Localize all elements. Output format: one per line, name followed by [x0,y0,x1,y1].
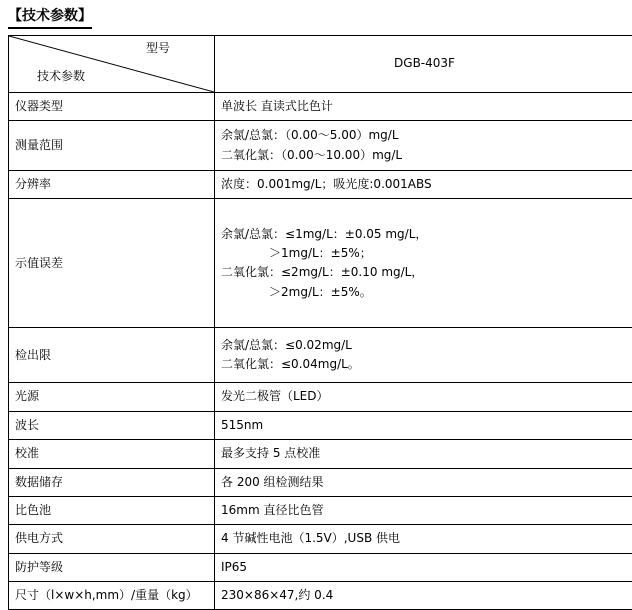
row-value-line: 余氯/总氯：≤1mg/L：±0.05 mg/L， [221,225,628,244]
row-label: 供电方式 [9,525,215,553]
table-row [9,92,632,120]
row-label: 分辨率 [9,170,215,198]
table-row [9,411,632,439]
table-row [9,582,632,610]
row-value: 4 节碱性电池（1.5V）,USB 供电 [215,525,632,553]
row-value-line: 余氯/总氯：≤0.02mg/L [221,336,628,355]
row-value [215,199,632,328]
row-value-line: 余氯/总氯：（0.00～5.00）mg/L [221,126,628,145]
row-value-line: 二氧化氯：≤0.04mg/L。 [221,355,628,374]
row-label: 检出限 [9,328,215,383]
row-value: 各 200 组检测结果 [215,468,632,496]
row-label: 波长 [9,411,215,439]
row-value [215,121,632,171]
row-label: 示值误差 [9,199,215,328]
row-value: 单波长 直读式比色计 [215,92,632,120]
table-row [9,525,632,553]
row-label: 校准 [9,440,215,468]
table-row [9,328,632,383]
table-row [9,440,632,468]
table-header-row [9,35,632,92]
table-row [9,553,632,581]
header-diagonal-cell [9,35,215,92]
table-row [9,170,632,198]
page-title: 【技术参数】 [8,8,92,29]
row-value: 最多支持 5 点校准 [215,440,632,468]
row-value: 浓度：0.001mg/L；吸光度:0.001ABS [215,170,632,198]
row-value: IP65 [215,553,632,581]
row-value: 515nm [215,411,632,439]
row-label: 尺寸（l×w×h,mm）/重量（kg） [9,582,215,610]
header-param-label: 技术参数 [37,68,85,85]
row-value-line: ＞2mg/L：±5%。 [221,283,628,302]
row-value-line: 二氧化氯：≤2mg/L：±0.10 mg/L， [221,263,628,282]
header-model-value: DGB-403F [215,35,632,92]
row-label: 防护等级 [9,553,215,581]
table-row [9,496,632,524]
row-value-line: 二氧化氯：（0.00～10.00）mg/L [221,146,628,165]
table-row [9,199,632,328]
row-label: 比色池 [9,496,215,524]
table-row [9,468,632,496]
row-label: 测量范围 [9,121,215,171]
row-label: 数据储存 [9,468,215,496]
row-value: 16mm 直径比色管 [215,496,632,524]
header-model-label: 型号 [146,40,170,57]
row-label: 仪器类型 [9,92,215,120]
row-value: 230×86×47,约 0.4 [215,582,632,610]
row-value-line: ＞1mg/L：±5%； [221,244,628,263]
row-value [215,328,632,383]
specifications-table [8,35,632,610]
row-value: 发光二极管（LED） [215,383,632,411]
table-row [9,121,632,171]
row-label: 光源 [9,383,215,411]
table-row [9,383,632,411]
